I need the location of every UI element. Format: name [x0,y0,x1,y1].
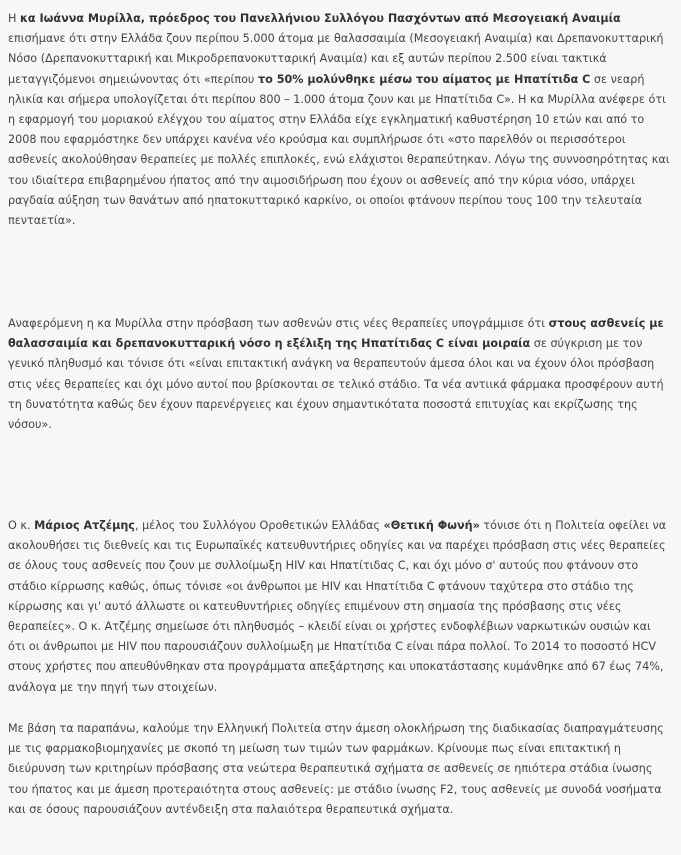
text-segment: Αναφερόμενη η κα Μυρίλλα στην πρόσβαση των ασθενών στις νέες θεραπείες υπογράμμισε ότι [8,317,549,330]
highlight-fatal-progression: στους ασθενείς με θαλασσαιμία και δρεπανοκυτταρική νόσο η εξέλιξη της Ηπατίτιδας C είναι μοιραία [8,317,664,351]
paragraph-call-to-state [8,719,670,820]
paragraph-access-therapies [8,314,670,435]
text-segment: σε νεαρή ηλικία και σήμερα υπολογίζεται ότι περίπου 800 – 1.000 άτομα ζουν και με Ηπατίτιδα C». Η κα Μυρίλλα ανέφερε ότι η εφαρμογή του μοριακού ελέγχου του αίματος στην Ελλάδα είχε εγκληματική καθυστέρηση 10 ετών και από το 2008 που εφαρμόστηκε δεν υπάρχει κανένα νέο κρούσμα και συμπλήρωσε ότι «στο παρελθόν οι περισσότεροι ασθενείς ακολούθησαν θεραπείες με πολλές επιπλοκές, ενώ ελάχιστοι θεραπεύτηκαν. Λόγω της συννοσηρότητας και του ιδιαίτερα επιβαρημένου ήπατος από την αιμοσιδήρωση που έχουν οι ασθενείς από την κύρια νόσο, υπάρχει ραγδαία αύξηση των θανάτων από ηπατοκυτταρικό καρκίνο, οι οποίοι φτάνουν περίπου τους 100 την τελευταία πενταετία». [8,72,670,228]
text-segment: Ο κ. [8,519,35,532]
text-segment: Με βάση τα παραπάνω, καλούμε την Ελληνική Πολιτεία στην άμεση ολοκλήρωση της διαδικασίας διαπραγμάτευσης με τις φαρμακοβιομηχανίες με σκοπό τη μείωση των τιμών των φαρμάκων. Κρίνουμε πως είναι επιτακτική η διεύρυνση των κριτηρίων πρόσβασης στα νεώτερα θεραπευτικά σχήματα σε ασθενείς σε ηπιότερα στάδια ίνωσης του ήπατος και με άμεση προτεραιότητα στους ασθενείς: με στάδιο ίνωσης F2, τους ασθενείς με συνοδά νοσήματα και σε όσους παρουσιάζουν αντένδειξη στα παλαιότερα θεραπευτικά σχήματα. [8,722,664,816]
text-segment: επισήμανε ότι στην Ελλάδα ζουν περίπου 5.000 άτομα με θαλασσαιμία (Μεσογειακή Αναιμία) και Δρεπανοκυτταρική Νόσο (Δρεπανοκυτταρική και Μικροδρεπανοκυτταρική Αναιμία) και εξ αυτών περίπου 2.500 είναι τακτικά μεταγγιζόμενοι σημειώνοντας ότι «περίπου [8,32,664,86]
text-segment: Η [8,12,20,25]
organization-name-thetiki-foni: «Θετική Φωνή» [383,519,480,532]
text-segment: τόνισε ότι η Πολιτεία οφείλει να ακολουθήσει τις διεθνείς και τις Ευρωπαϊκές κατευθυντήριες οδηγίες και να παρέχει πρόσβαση στις νέες θεραπείες σε όλους τους ασθενείς που ζουν με συλλοίμωξη HIV και Ηπατίτιδας C, και όχι μόνο σ' αυτούς που φτάνουν στο στάδιο κίρρωσης καθώς, όπως τόνισε «οι άνθρωποι με HIV και Ηπατίτιδα C φτάνουν ταχύτερα στο στάδιο της κίρρωσης και γι' αυτό άλλωστε οι κατευθυντήριες οδηγίες επιμένουν στη σημασία της πρόσβασης στις νέες θεραπείες». Ο κ. Ατζέμης σημείωσε ότι πληθυσμός – κλειδί είναι οι χρήστες ενδοφλέβιων ναρκωτικών ουσιών και ότι οι άνθρωποι με HIV που παρουσιάζουν συλλοίμωξη με Ηπατίτιδα C είναι πάρα πολλοί. Το 2014 το ποσοστό HCV στους χρήστες που απευθύνθηκαν στα προγράμματα απεξάρτησης και υποκατάστασης κυμάνθηκε από 67 έως 74%, ανάλογα με την πηγή των στοιχείων. [8,519,667,694]
speaker-name-myrilla: κα Ιωάννα Μυρίλλα, πρόεδρος του Πανελλήνιου Συλλόγου Πασχόντων από Μεσογειακή Αναιμία [19,12,621,25]
paragraph-myrilla-statement [8,9,670,231]
text-segment: , μέλος του Συλλόγου Οροθετικών Ελλάδας [134,519,384,532]
speaker-name-atzemis: Μάριος Ατζέμης [34,519,135,532]
paragraph-atzemis-statement [8,516,670,698]
text-segment: σε σύγκριση με τον γενικό πληθυσμό και τόνισε ότι «είναι επιτακτική ανάγκη να θεραπευτούν άμεσα όλοι και να έχουν όλοι πρόσβαση στις νέες θεραπείες και όχι μόνο αυτοί που βρίσκονται σε τελικό στάδιο. Τα νέα αντιικά φάρμακα προσφέρουν αυτή τη δυνατότητα καθώς δεν έχουν παρενέργειες και έχουν σημαντικότατα ποσοστά επιτυχίας και εκρίζωσης της νόσου». [8,337,664,432]
highlight-50-percent: το 50% μολύνθηκε μέσω του αίματος με Ηπατίτιδα C [257,72,591,86]
